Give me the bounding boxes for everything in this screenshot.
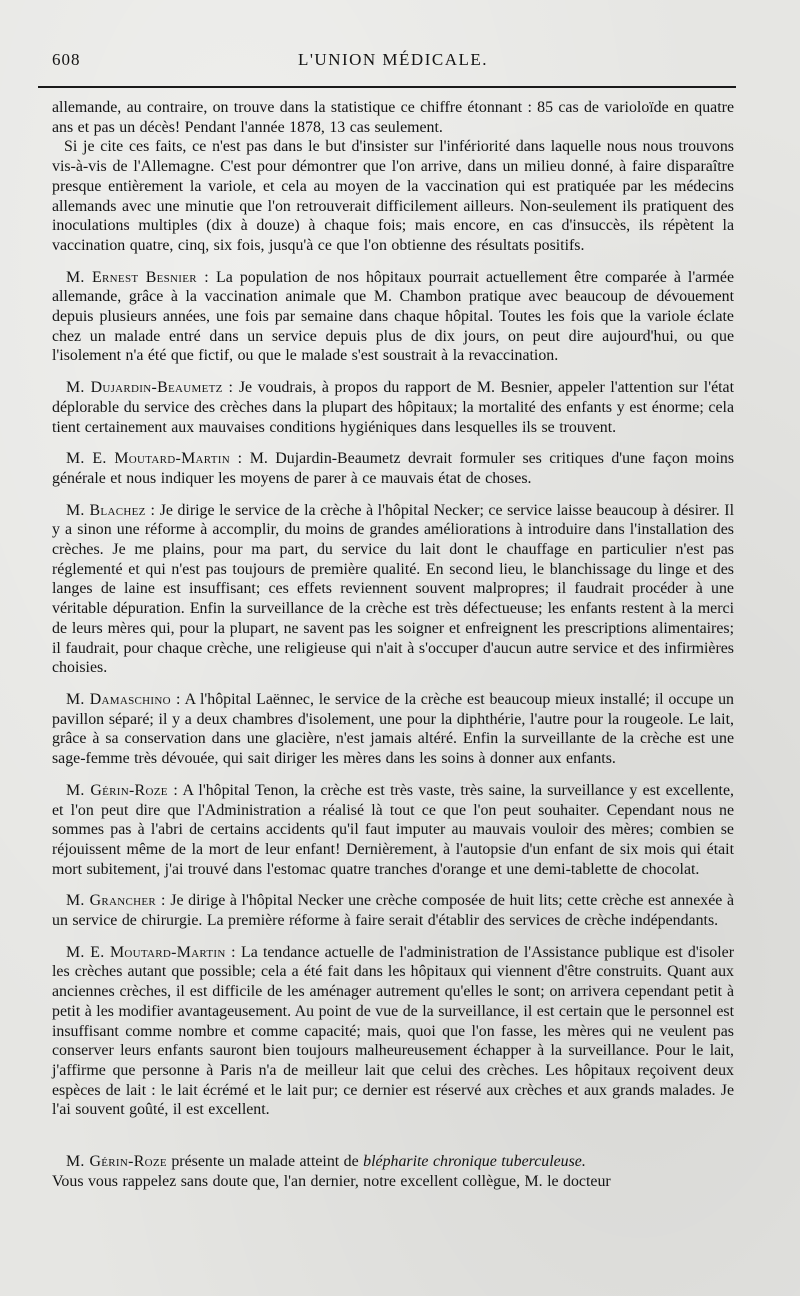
section-separator: [52, 1132, 734, 1146]
paragraph-text: Je dirige le service de la crèche à l'hôpital Necker; ce service laisse beaucoup à désirer. Il y a sinon une réforme à accomplir, du moins de grandes améliorations à introduire dans l'installation des crèches. Je me plains, pour ma part, du service du lait dont le chauffage en particulier n'est pas réglementé et qui n'est pas toujours de première qualité. En second lieu, le blanchissage du linge et des langes de laine est insuffisant; ces effets reviennent souvent malpropres; il faudrait procéder à une véritable dépuration. Enfin la surveillance de la crèche est très défectueuse; les enfants restent à la merci de leurs mères qui, pour la plupart, ne savent pas les soigner et enfreignent les prescriptions alimentaires; il faudrait, pour chaque crèche, une religieuse qui n'ait à s'occuper d'aucun autre service et des infirmières choisies.: [52, 501, 734, 677]
paragraph-continuation: [52, 98, 734, 137]
case-title: blépharite chronique tuberculeuse.: [363, 1153, 586, 1171]
speaker-paragraph: [52, 891, 734, 930]
paragraph-text: Vous vous rappelez sans doute que, l'an dernier, notre excellent collègue, M. le docteur: [52, 1172, 611, 1190]
paragraph-text: La tendance actuelle de l'administration de l'Assistance publique est d'isoler les crèches autant que possible; cela a été fait dans les hôpitaux qui viennent d'être construits. Quant aux anciennes crèches, il est difficile de les aménager autrement qu'elles le sont; on arrivera cependant petit à petit à les modifier avantageusement. Au point de vue de la surveillance, il est certain que le personnel est insuffisant comme nombre et comme capacité; mais, quoi que l'on fasse, les mères qui ne veulent pas conserver leurs enfants sauront bien toujours malheureusement échapper à la surveillance. Pour le lait, j'affirme que personne à Paris n'a de meilleur lait que celui des crèches. Les hôpitaux reçoivent deux espèces de lait : le lait écrémé et le lait pur; ce dernier est réservé aux crèches et aux grands malades. Je l'ai souvent goûté, il est excellent.: [52, 943, 734, 1119]
paragraph-text: Je voudrais, à propos du rapport de M. Besnier, appeler l'attention sur l'état déplorable du service des crèches dans la plupart des hôpitaux; la mortalité des enfants y est énorme; cela tient certainement aux mauvaises conditions hygiéniques dans lesquelles ils se trouvent.: [52, 379, 735, 436]
paragraph-text: A l'hôpital Laënnec, le service de la crèche est beaucoup mieux installé; il occupe un pavillon séparé; il y a deux chambres d'isolement, une pour la diphthérie, l'autre pour la rougeole. Le lait, grâce à sa conservation dans une glacière, n'est jamais altéré. Enfin la surveillante de la crèche est une sage-femme très dévouée, qui sait diriger les mères dans les soins à donner aux enfants.: [52, 690, 734, 768]
paragraph-text: Je dirige à l'hôpital Necker une crèche composée de huit lits; cette crèche est annexée à un service de chirurgie. La première réforme à faire serait d'établir des services de crèche indépendants.: [52, 892, 734, 930]
speaker-name: M. Ernest Besnier :: [66, 268, 209, 286]
speaker-paragraph: [52, 378, 734, 437]
speaker-name: M. Dujardin-Beaumetz :: [66, 379, 234, 397]
speaker-name: M. Damaschino :: [66, 690, 181, 708]
paragraph: [52, 137, 734, 255]
paragraph-text: La population de nos hôpitaux pourrait actuellement être comparée à l'armée allemande, grâce à la vaccination animale que M. Chambon pratique avec beaucoup de dévouement depuis plusieurs années, une fois par semaine dans chaque hôpital. Toutes les fois que la variole éclate chez un malade entré dans un service depuis plus de dix jours, on peut dire aujourd'hui, ou que l'isolement n'a été que fictif, ou que le malade s'est soustrait à la revaccination.: [52, 268, 734, 365]
paragraph-text: présente un malade atteint de: [166, 1153, 364, 1171]
speaker-name: M. Gérin-Roze: [66, 1153, 167, 1171]
article-body: [52, 98, 734, 1191]
speaker-paragraph: [52, 781, 734, 880]
speaker-name: M. Blachez :: [66, 501, 156, 519]
speaker-name: M. Gérin-Roze :: [66, 781, 179, 799]
speaker-name: M. E. Moutard-Martin :: [66, 450, 243, 468]
speaker-name: M. Grancher :: [66, 892, 166, 910]
paragraph-text: A l'hôpital Tenon, la crèche est très vaste, très saine, la surveillance y est excellente, et l'on peut dire que l'Administration a réalisé là tout ce que l'on peut souhaiter. Cependant nous ne sommes pas à l'abri de certains accidents qu'il faut imputer au mauvais vouloir des mères; combien se réjouissent même de la mort de leur enfant! Dernièrement, à l'autopsie d'un enfant de six mois qui était mort subitement, j'ai trouvé dans l'estomac quatre tranches d'orange et une demi-tablette de chocolat.: [52, 781, 734, 878]
paragraph-text: M. Dujardin-Beaumetz devrait formuler ses critiques d'une façon moins générale et nous indiquer les moyens de parer à ce mauvais état de choses.: [52, 450, 735, 487]
page-number: 608: [52, 50, 81, 69]
speaker-paragraph: [52, 268, 734, 367]
speaker-name: M. E. Moutard-Martin :: [66, 943, 236, 961]
speaker-paragraph: [52, 449, 734, 488]
running-head: [52, 48, 734, 76]
journal-title: L'UNION MÉDICALE.: [297, 50, 489, 69]
paragraph-text: allemande, au contraire, on trouve dans la statistique ce chiffre étonnant : 85 cas de varioloïde en quatre ans et pas un décès! Pendant l'année 1878, 13 cas seulement.: [52, 99, 734, 136]
speaker-paragraph: [52, 690, 734, 769]
speaker-paragraph: [52, 501, 734, 678]
speaker-paragraph: [52, 943, 734, 1120]
closing-paragraph: [52, 1152, 734, 1191]
paragraph-text: Si je cite ces faits, ce n'est pas dans le but d'insister sur l'infériorité dans laquelle nous nous trouvons vis-à-vis de l'Allemagne. C'est pour démontrer que l'on arrive, dans un milieu donné, à faire disparaître presque entièrement la variole, et cela au moyen de la vaccination qui est pratiquée par les médecins allemands avec une minutie que l'on retrouverait difficilement ailleurs. Non-seulement ils pratiquent des inoculations multiples (dix à douze) à chaque fois; mais encore, en cas d'insuccès, ils répètent la vaccination quatre, cinq, six fois, jusqu'à ce que l'on obtienne des résultats positifs.: [52, 138, 734, 254]
header-rule: [38, 86, 736, 88]
